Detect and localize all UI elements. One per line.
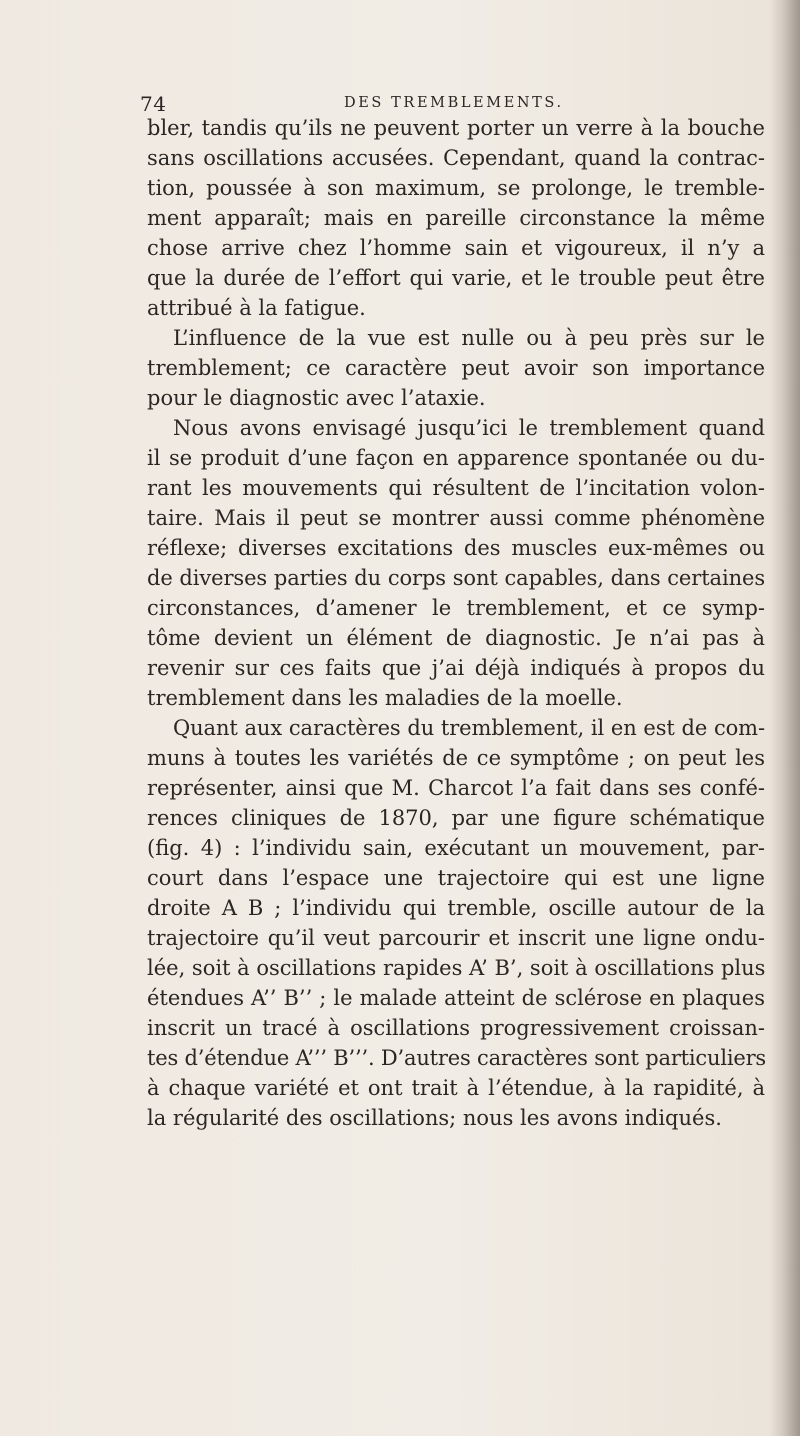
text-line: la régularité des oscillations; nous les avons indiqués. <box>147 1106 722 1130</box>
text-line: attribué à la fatigue. <box>147 296 366 320</box>
page-number: 74 <box>140 92 167 116</box>
text-line: muns à toutes les variétés de ce symptôme ; on peut les <box>147 746 765 770</box>
text-line: tôme devient un élément de diagnostic. Je n’ai pas à <box>147 626 765 650</box>
text-line: chose arrive chez l’homme sain et vigoureux, il n’y a <box>147 236 765 260</box>
text-line: tremblement dans les maladies de la moelle. <box>147 686 623 710</box>
text-line: inscrit un tracé à oscillations progressivement croissan- <box>147 1016 765 1040</box>
text-line: à chaque variété et ont trait à l’étendue, à la rapidité, à <box>147 1076 765 1100</box>
text-line: tremblement; ce caractère peut avoir son importance <box>147 356 765 380</box>
text-line: que la durée de l’effort qui varie, et le trouble peut être <box>147 266 765 290</box>
text-line: ment apparaît; mais en pareille circonstance la même <box>147 206 765 230</box>
text-line: L’influence de la vue est nulle ou à peu près sur le <box>173 326 765 350</box>
text-line: il se produit d’une façon en apparence spontanée ou du- <box>147 446 765 470</box>
text-line: bler, tandis qu’ils ne peuvent porter un verre à la bouche <box>147 116 765 140</box>
text-line: court dans l’espace une trajectoire qui est une ligne <box>147 866 765 890</box>
text-line: tes d’étendue A’’’ B’’’. D’autres caractères sont particuliers <box>147 1046 766 1070</box>
text-line: rant les mouvements qui résultent de l’incitation volon- <box>147 476 765 500</box>
text-line: lée, soit à oscillations rapides A’ B’, soit à oscillations plus <box>147 956 766 980</box>
text-line: revenir sur ces faits que j’ai déjà indiqués à propos du <box>147 656 765 680</box>
text-line: étendues A’’ B’’ ; le malade atteint de sclérose en plaques <box>147 986 765 1010</box>
text-line: circonstances, d’amener le tremblement, et ce symp- <box>147 596 765 620</box>
text-line: représenter, ainsi que M. Charcot l’a fait dans ses confé- <box>147 776 765 800</box>
text-line: pour le diagnostic avec l’ataxie. <box>147 386 486 410</box>
text-line: droite A B ; l’individu qui tremble, oscille autour de la <box>147 896 765 920</box>
text-line: Quant aux caractères du tremblement, il en est de com- <box>173 716 765 740</box>
text-line: Nous avons envisagé jusqu’ici le tremblement quand <box>173 416 765 440</box>
running-title: DES TREMBLEMENTS. <box>344 95 564 111</box>
page-edge-shadow <box>770 0 800 1436</box>
text-line: tion, poussée à son maximum, se prolonge, le tremble- <box>147 176 765 200</box>
text-line: de diverses parties du corps sont capables, dans certaines <box>147 566 765 590</box>
text-line: sans oscillations accusées. Cependant, quand la contrac- <box>147 146 765 170</box>
text-line: (fig. 4) : l’individu sain, exécutant un mouvement, par- <box>147 836 765 860</box>
text-line: trajectoire qu’il veut parcourir et inscrit une ligne ondu- <box>147 926 765 950</box>
text-line: taire. Mais il peut se montrer aussi comme phénomène <box>147 506 765 530</box>
text-line: rences cliniques de 1870, par une figure schématique <box>147 806 765 830</box>
text-line: réflexe; diverses excitations des muscles eux-mêmes ou <box>147 536 765 560</box>
